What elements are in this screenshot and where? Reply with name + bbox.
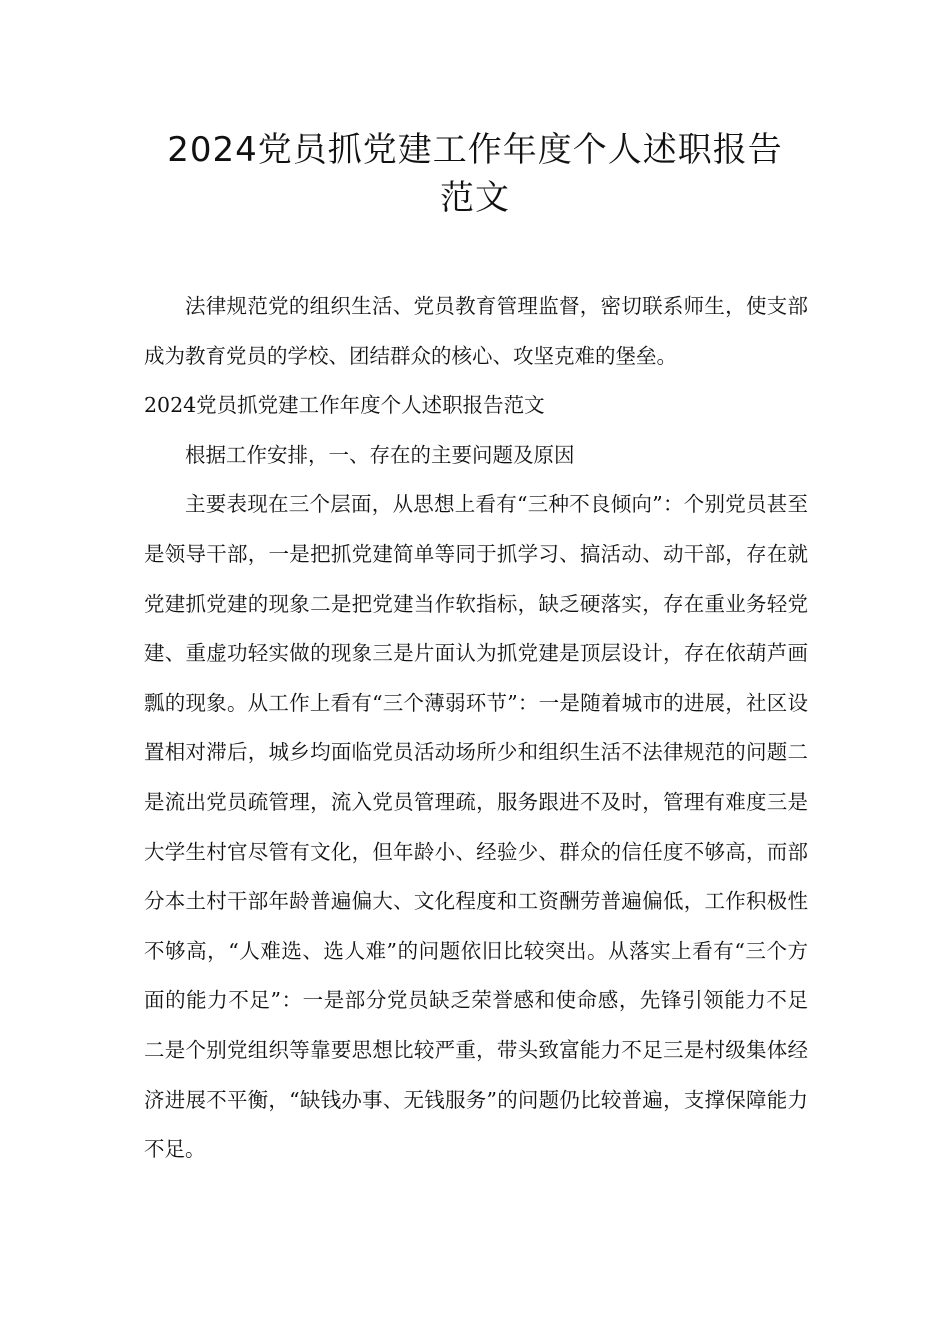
intro-paragraph: 法律规范党的组织生活、党员教育管理监督，密切联系师生，使支部成为教育党员的学校、团结群众的核心、攻坚克难的堡垒。 [144, 294, 808, 368]
document-body [144, 282, 808, 1175]
section-heading-paragraph: 根据工作安排，一、存在的主要问题及原因 [185, 442, 575, 467]
main-paragraph: 主要表现在三个层面，从思想上看有“三种不良倾向”：个别党员甚至是领导干部，一是把抓党建简单等同于抓学习、搞活动、动干部，存在就党建抓党建的现象二是把党建当作软指标，缺乏硬落实，存在重业务轻党建、重虚功轻实做的现象三是片面认为抓党建是顶层设计，存在依葫芦画瓢的现象。从工作上看有“三个薄弱环节”：一是随着城市的进展，社区设置相对滞后，城乡均面临党员活动场所少和组织生活不法律规范的问题二是流出党员疏管理，流入党员管理疏，服务跟进不及时，管理有难度三是大学生村官尽管有文化，但年龄小、经验少、群众的信任度不够高，而部分本土村干部年龄普遍偏大、文化程度和工资酬劳普遍偏低，工作积极性不够高，“人难选、选人难”的问题依旧比较突出。从落实上看有“三个方面的能力不足”：一是部分党员缺乏荣誉感和使命感，先锋引领能力不足二是个别党组织等靠要思想比较严重，带头致富能力不足三是村级集体经济进展不平衡，“缺钱办事、无钱服务”的问题仍比较普遍，支撑保障能力不足。 [144, 492, 808, 1162]
subtitle-paragraph: 2024党员抓党建工作年度个人述职报告范文 [144, 393, 545, 418]
title-line-1: 2024党员抓党建工作年度个人述职报告 [167, 130, 783, 170]
document-title [130, 126, 820, 222]
title-line-2: 范文 [440, 178, 510, 218]
